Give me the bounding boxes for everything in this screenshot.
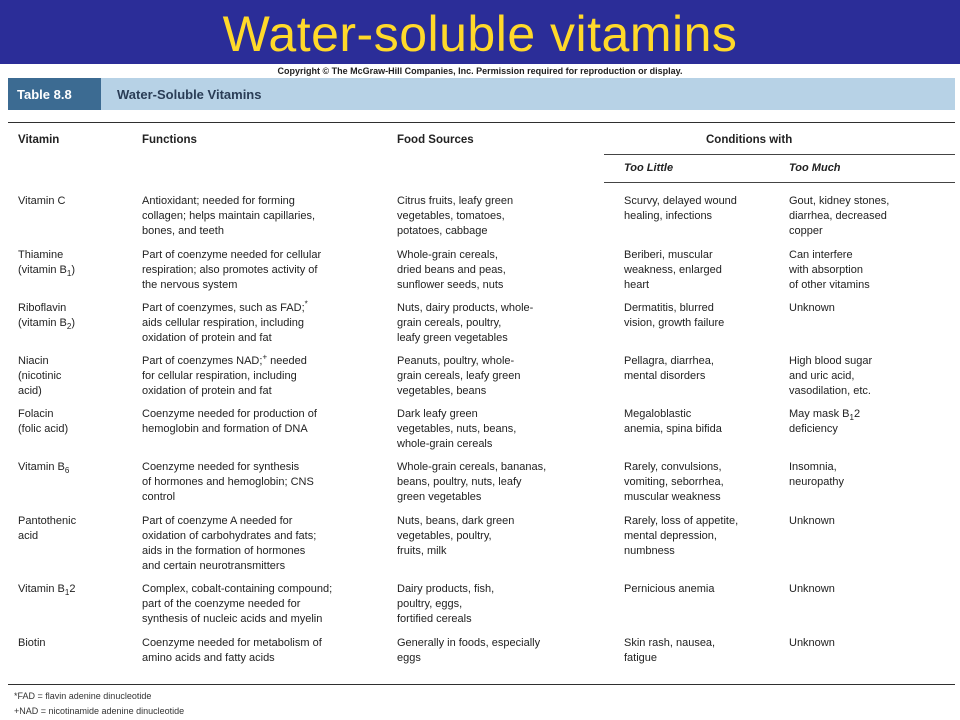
cell-functions: Antioxidant; needed for forming	[142, 195, 295, 207]
cell-too-little: healing, infections	[624, 210, 713, 222]
cell-food-sources: Nuts, beans, dark green	[397, 515, 515, 527]
cell-too-much: Insomnia,	[789, 461, 837, 473]
cell-functions: the nervous system	[142, 279, 238, 291]
cell-functions: respiration; also promotes activity of	[142, 264, 318, 276]
cell-functions: oxidation of protein and fat	[142, 385, 272, 397]
cell-food-sources: vegetables, tomatoes,	[397, 210, 505, 222]
cell-too-little: Scurvy, delayed wound	[624, 195, 737, 207]
cell-too-little: anemia, spina bifida	[624, 423, 722, 435]
cell-too-much: and uric acid,	[789, 370, 855, 382]
cell-too-much: Unknown	[789, 302, 835, 314]
cell-too-little: Megaloblastic	[624, 408, 692, 420]
cell-functions: Coenzyme needed for metabolism of	[142, 637, 322, 649]
cell-too-much: Unknown	[789, 583, 835, 595]
cell-food-sources: beans, poultry, nuts, leafy	[397, 476, 522, 488]
cell-too-much: vasodilation, etc.	[789, 385, 871, 397]
cell-too-little: vomiting, seborrhea,	[624, 476, 724, 488]
cell-functions: Complex, cobalt-containing compound;	[142, 583, 333, 595]
footnote-nad: +NAD = nicotinamide adenine dinucleotide	[14, 706, 185, 716]
cell-functions: and certain neurotransmitters	[142, 560, 286, 572]
cell-functions: oxidation of protein and fat	[142, 332, 272, 344]
cell-food-sources: Peanuts, poultry, whole-	[397, 355, 515, 367]
col-head-too-much: Too Much	[789, 162, 841, 174]
cell-functions: synthesis of nucleic acids and myelin	[142, 613, 323, 625]
cell-food-sources: potatoes, cabbage	[397, 225, 488, 237]
cell-food-sources: green vegetables	[397, 491, 482, 503]
cell-functions: Part of coenzyme needed for cellular	[142, 249, 322, 261]
cell-too-little: Beriberi, muscular	[624, 249, 713, 261]
cell-food-sources: Nuts, dairy products, whole-	[397, 302, 534, 314]
cell-food-sources: Dairy products, fish,	[397, 583, 495, 595]
cell-too-little: Rarely, loss of appetite,	[624, 515, 739, 527]
cell-food-sources: Citrus fruits, leafy green	[397, 195, 514, 207]
cell-too-much: May mask $B_12$	[789, 408, 861, 423]
cell-too-little: muscular weakness	[624, 491, 721, 503]
col-head-functions: Functions	[142, 134, 197, 146]
cell-too-little: heart	[624, 279, 650, 291]
cell-vitamin: Vitamin $B_6$	[18, 461, 70, 476]
slide-title: Water-soluble vitamins	[222, 6, 738, 62]
col-head-conditions-with: Conditions with	[706, 134, 793, 146]
cell-too-much: copper	[789, 225, 823, 237]
conditions-underline	[604, 154, 955, 155]
cell-vitamin: Riboflavin	[18, 302, 67, 314]
cell-food-sources: vegetables, beans	[397, 385, 487, 397]
cell-too-little: weakness, enlarged	[624, 264, 722, 276]
cell-food-sources: Dark leafy green	[397, 408, 478, 420]
cell-too-much: High blood sugar	[789, 355, 873, 367]
cell-functions: aids in the formation of hormones	[142, 545, 306, 557]
col-head-too-little: Too Little	[624, 162, 674, 174]
cell-food-sources: eggs	[397, 652, 421, 664]
cell-too-little: Rarely, convulsions,	[624, 461, 722, 473]
cell-vitamin: Niacin	[18, 355, 49, 367]
cell-food-sources: fortified cereals	[397, 613, 472, 625]
cell-food-sources: Generally in foods, especially	[397, 637, 541, 649]
table-number: Table 8.8	[8, 78, 101, 110]
cell-too-much: Can interfere	[789, 249, 853, 261]
cell-too-much: neuropathy	[789, 476, 845, 488]
cell-functions: control	[142, 491, 176, 503]
cell-food-sources: dried beans and peas,	[397, 264, 506, 276]
cell-too-little: Pellagra, diarrhea,	[624, 355, 714, 367]
cell-functions: of hormones and hemoglobin; CNS	[142, 476, 314, 488]
col-head-vitamin: Vitamin	[18, 134, 60, 146]
cell-too-much: Gout, kidney stones,	[789, 195, 890, 207]
cell-too-much: with absorption	[789, 264, 863, 276]
subheader-underline	[604, 182, 955, 183]
cell-too-little: mental depression,	[624, 530, 717, 542]
table-image-panel	[0, 64, 960, 720]
cell-vitamin: acid	[18, 530, 39, 542]
table-bottom-rule	[8, 684, 955, 685]
header-top-rule	[8, 122, 955, 123]
cell-too-much: diarrhea, decreased	[789, 210, 887, 222]
cell-food-sources: vegetables, poultry,	[397, 530, 492, 542]
cell-functions: for cellular respiration, including	[142, 370, 297, 382]
cell-too-much: Unknown	[789, 637, 835, 649]
cell-too-much: Unknown	[789, 515, 835, 527]
cell-functions: Part of coenzymes NAD;+ needed	[142, 352, 307, 367]
cell-functions: Coenzyme needed for production of	[142, 408, 317, 420]
cell-food-sources: leafy green vegetables	[397, 332, 508, 344]
cell-vitamin: Thiamine	[18, 249, 64, 261]
cell-food-sources: fruits, milk	[397, 545, 447, 557]
copyright-notice: Copyright © The McGraw-Hill Companies, Inc. Permission required for reproduction or display.	[277, 66, 683, 76]
cell-vitamin: Vitamin $B_12$	[18, 583, 76, 598]
cell-food-sources: Whole-grain cereals, bananas,	[397, 461, 547, 473]
cell-functions: hemoglobin and formation of DNA	[142, 423, 308, 435]
cell-too-little: Pernicious anemia	[624, 583, 715, 595]
cell-functions: Coenzyme needed for synthesis	[142, 461, 300, 473]
cell-vitamin: Pantothenic	[18, 515, 77, 527]
cell-vitamin: (folic acid)	[18, 423, 69, 435]
cell-vitamin: Folacin	[18, 408, 54, 420]
cell-too-much: deficiency	[789, 423, 838, 435]
cell-too-little: vision, growth failure	[624, 317, 725, 329]
cell-food-sources: Whole-grain cereals,	[397, 249, 498, 261]
cell-functions: aids cellular respiration, including	[142, 317, 305, 329]
cell-food-sources: sunflower seeds, nuts	[397, 279, 504, 291]
cell-food-sources: whole-grain cereals	[397, 438, 493, 450]
table-title: Water-Soluble Vitamins	[117, 86, 262, 102]
cell-too-much: of other vitamins	[789, 279, 870, 291]
cell-food-sources: grain cereals, leafy green	[397, 370, 521, 382]
cell-too-little: fatigue	[624, 652, 658, 664]
cell-food-sources: grain cereals, poultry,	[397, 317, 502, 329]
cell-vitamin: acid)	[18, 385, 42, 397]
footnote-fad: *FAD = flavin adenine dinucleotide	[14, 691, 152, 701]
cell-food-sources: poultry, eggs,	[397, 598, 463, 610]
col-head-food-sources: Food Sources	[397, 134, 474, 146]
cell-functions: bones, and teeth	[142, 225, 224, 237]
cell-functions: Part of coenzyme A needed for	[142, 515, 293, 527]
cell-functions: amino acids and fatty acids	[142, 652, 275, 664]
cell-functions: oxidation of carbohydrates and fats;	[142, 530, 317, 542]
cell-vitamin: (vitamin $B_1$)	[18, 264, 76, 279]
table-header-bar	[8, 78, 955, 110]
cell-too-little: Skin rash, nausea,	[624, 637, 716, 649]
cell-food-sources: vegetables, nuts, beans,	[397, 423, 517, 435]
cell-vitamin: (vitamin $B_2$)	[18, 317, 76, 332]
cell-too-little: mental disorders	[624, 370, 706, 382]
cell-functions: collagen; helps maintain capillaries,	[142, 210, 316, 222]
cell-too-little: Dermatitis, blurred	[624, 302, 714, 314]
cell-functions: part of the coenzyme needed for	[142, 598, 301, 610]
cell-vitamin: Vitamin C	[18, 195, 66, 207]
cell-vitamin: (nicotinic	[18, 370, 62, 382]
cell-vitamin: Biotin	[18, 637, 46, 649]
cell-functions: Part of coenzymes, such as FAD;*	[142, 299, 308, 314]
cell-too-little: numbness	[624, 545, 675, 557]
